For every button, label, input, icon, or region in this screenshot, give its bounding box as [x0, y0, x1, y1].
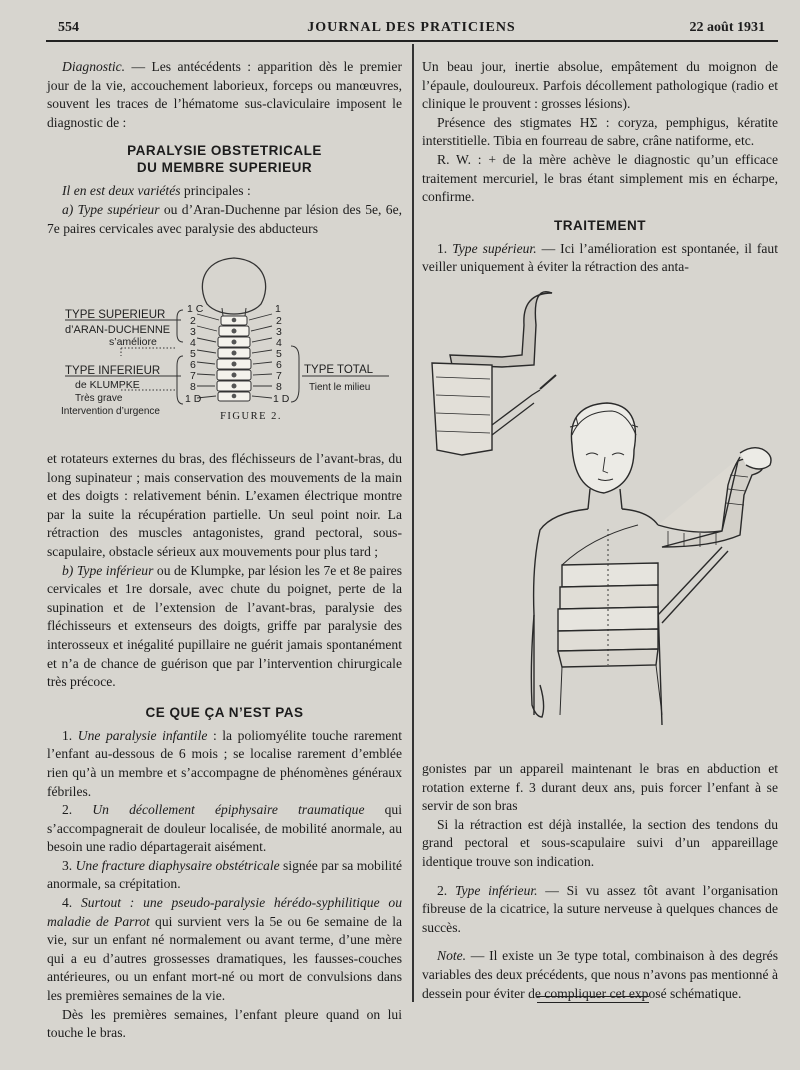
vertebra-number-right: 5 [276, 348, 282, 361]
vertebra-number-right: 1 D [273, 393, 290, 406]
varieties-paragraph: Il en est deux variétés principales : [62, 183, 251, 199]
vertebra-number-right: 4 [276, 337, 282, 350]
rw-paragraph: R. W. : + de la mère achève le diagnostic qu’un efficace traitement mercuriel, le bras étant simplement mis en écharpe, confirme. [422, 151, 778, 205]
vertebra-number-left: 3 [190, 326, 196, 339]
diagnostic-paragraph: Diagnostic. — Les antécédents : apparition dès le premier jour de la vie, accouchement laborieux, forceps ou manœuvres, souvent les traces de l’hématome sus-claviculaire imposent le diagnostic de : [47, 59, 402, 130]
beau-jour-paragraph: Un beau jour, inertie absolue, empâtement du moignon de l’épaule, douloureux. Parfois décollement pathologique (radio et clinique le prouvent : grosses lésions). [422, 59, 778, 112]
figure-label-klumpke: de KLUMPKE [75, 379, 140, 392]
retraction-paragraph: Si la rétraction est déjà installée, la section des tendons du grand pectoral et sous-scapulaire suivi d’un appareillage identique trouve son indication. [422, 816, 778, 869]
type-inferieur-paragraph: b) Type inférieur ou de Klumpke, par lésion les 7e et 8e paires cervicales et 1re dorsale, avec chute du poignet, perte de la supination et de l’extension de l’avant-bras, paralysie des fléchisseurs et extenseurs des doigts, griffe par paralysie des interosseux et inégalité pupillaire ne guérit jamais spontanément et n’a de chance de guérison que par l’intervention chirurgicale très précoce. [47, 562, 403, 690]
note-paragraph: Note. — Il existe un 3e type total, combinaison à des degrés variables des deux précédents, que nous n’avons pas mentionné à dessein pour éviter de compliquer cet exposé schématique. [422, 948, 778, 1001]
vertebra-number-right: 1 [275, 303, 281, 316]
list-item-fracture: 3. Une fracture diaphysaire obstétricale signée par sa mobilité anormale, sa crépitation. [47, 857, 402, 892]
list-item-pseudo-paralysie: 4. Surtout : une pseudo-paralysie hérédo-syphilitique ou maladie de Parrot qui survient vers la 5e ou 6e semaine de la vie, sur un enfant né normalement ou avant terme, d’une mère qui a eu d’autres grossesses dramatiques, les fausses-couches antérieures, ou un enfant mort-né ou mort de convulsions dans les premières semaines de la vie. [47, 895, 403, 1004]
figure-label-s-ameliore: s’améliore [109, 336, 157, 349]
treatment-superieur-paragraph: 1. Type supérieur. — Ici l’amélioration est spontanée, il faut veiller uniquement à éviter la rétraction des anta- [422, 240, 779, 275]
right-column-continued [422, 760, 778, 1003]
issue-date: 22 août 1931 [689, 20, 765, 35]
vertebra-number-right: 7 [276, 370, 282, 383]
list-item-decollement: 2. Un décollement épiphysaire traumatique qui s’accompagnerait de douleur localisée, de mobilité anormale, au besoin une radio départagerait aisément. [47, 802, 403, 855]
vertebra-number-right: 2 [276, 315, 282, 328]
figure-label-tres-grave: Très grave [75, 393, 123, 405]
type-superieur-paragraph: a) Type supérieur ou d’Aran-Duchenne par lésion des 5e, 6e, 7e paires cervicales avec paralysie des abducteurs [47, 201, 402, 236]
section-heading-ce-que-ca-nest-pas: CE QUE ÇA N’EST PAS [145, 704, 304, 720]
page-number: 554 [58, 20, 79, 35]
left-column [47, 58, 402, 427]
vertebra-number-right: 3 [276, 326, 282, 339]
column-divider [412, 44, 414, 1002]
antagonistes-paragraph: gonistes par un appareil maintenant le bras en abduction et rotation externe f. 3 durant deux ans, puis forcer l’enfant à se servir de son bras [422, 761, 778, 814]
running-header [58, 20, 765, 40]
treatment-inferieur-paragraph: 2. Type inférieur. — Si vu assez tôt avant l’organisation fibreuse de la cicatrice, la suture nerveuse à quelques chances de succès. [422, 882, 778, 935]
end-of-article-rule [537, 996, 649, 1003]
figure-label-tient-le-milieu: Tient le milieu [309, 382, 371, 394]
section-heading-paralysie: PARALYSIE OBSTETRICALE DU MEMBRE SUPERIEUR [127, 143, 322, 176]
figure-label-intervention: Intervention d’urgence [61, 406, 160, 418]
figure-2-caption: FIGURE 2. [220, 411, 282, 423]
vertebra-number-left: 1 C [187, 303, 204, 316]
vertebra-number-left: 4 [190, 337, 196, 350]
rotateurs-paragraph: et rotateurs externes du bras, des fléchisseurs de l’avant-bras, du long supinateur ; mais conservation des mouvements de la main et des doigts : relativement bénin. L’examen électrique montre par la suite la récupération partielle. Un seul point noir. La rétraction des muscles antagonistes, grand pectoral, sous-scapulaire, obstacle sérieux aux mouvements pour plus tard ; [47, 451, 402, 559]
vertebra-number-right: 6 [276, 359, 282, 372]
right-column [422, 58, 778, 277]
left-column-continued [47, 450, 402, 1043]
figure-label-aran-duchenne: d’ARAN-DUCHENNE [65, 324, 171, 337]
vertebra-number-left: 1 D [185, 393, 202, 406]
section-heading-traitement: TRAITEMENT [554, 217, 646, 233]
vertebra-number-left: 5 [190, 348, 196, 361]
list-item-paralysie-infantile: 1. Une paralysie infantile : la poliomyélite touche rarement l’enfant au-dessous de 6 mois ; se localise rarement d’emblée rien qu’à un membre et s’accompagne de phénomènes généraux fébriles. [47, 727, 402, 799]
vertebra-number-right: 8 [276, 381, 282, 394]
vertebra-number-left: 7 [190, 370, 196, 383]
vertebra-number-left: 2 [190, 315, 196, 328]
figure-label-type-total: TYPE TOTAL [304, 364, 374, 377]
figure-3-abduction-brace-illustration [422, 285, 778, 745]
pleure-paragraph: Dès les premières semaines, l’enfant pleure quand on lui touche le bras. [47, 1006, 402, 1041]
figure-label-type-superieur: TYPE SUPERIEUR [65, 309, 166, 322]
stigmates-paragraph: Présence des stigmates HΣ : coryza, pemphigus, kératite interstitielle. Tibia en fourreau de sabre, crâne natiforme, etc. [422, 114, 778, 149]
vertebra-number-left: 8 [190, 381, 196, 394]
journal-title: JOURNAL DES PRATICIENS [307, 20, 516, 35]
figure-label-type-inferieur: TYPE INFERIEUR [65, 365, 161, 378]
header-rule [46, 40, 778, 42]
vertebra-number-left: 6 [190, 359, 196, 372]
